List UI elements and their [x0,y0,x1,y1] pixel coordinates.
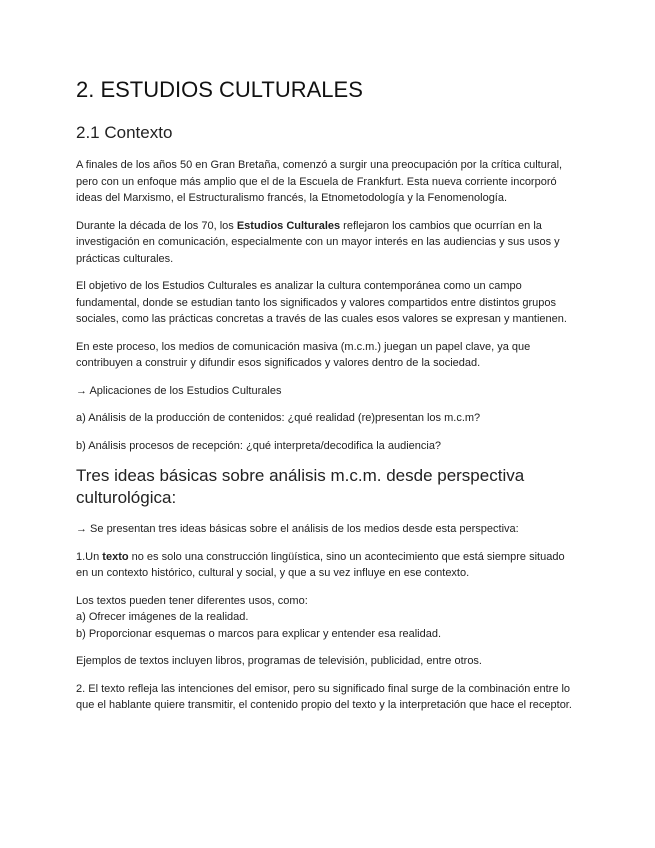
idea-1 [76,549,579,582]
application-b: b) Análisis procesos de recepción: ¿qué interpreta/decodifica la audiencia? [76,439,442,452]
paragraph-seventies-before: Durante la década de los 70, los [76,219,237,232]
paragraph-media-role: En este proceso, los medios de comunicación masiva (m.c.m.) juegan un papel clave, ya que contribuyen a construir y difundir esos significados y valores dentro de la sociedad. [76,340,531,369]
idea-1-bold: texto [102,550,129,563]
idea-2: 2. El texto refleja las intenciones del emisor, pero su significado final surge de la combinación entre lo que el hablante quiere transmitir, el contenido propio del texto y la interpretación que hace el receptor. [76,682,572,711]
applications-title: → Aplicaciones de los Estudios Culturales [76,384,282,397]
idea-1-after: no es solo una construcción lingüística, sino un acontecimiento que está siempre situado en un contexto histórico, cultural y social, y que a su vez influye en ese contexto. [76,550,565,579]
paragraph-seventies-bold: Estudios Culturales [236,219,341,232]
paragraph-origins: A finales de los años 50 en Gran Bretaña, comenzó a surgir una preocupación por la crítica cultural, pero con un enfoque más amplio que el de la Escuela de Frankfurt. Esta nueva corriente incorporó ideas del Marxismo, el Estructuralismo francés, la Etnometodología y la Fenomenología. [76,159,563,204]
application-a: a) Análisis de la producción de contenidos: ¿qué realidad (re)presentan los m.c.m? [76,412,481,424]
ideas-intro: → Se presentan tres ideas básicas sobre el análisis de los medios desde esta perspectiva: [76,523,519,535]
text-use-a: a) Ofrecer imágenes de la realidad. [76,611,249,623]
context-heading: 2.1 Contexto [76,123,173,142]
paragraph-objective: El objetivo de los Estudios Culturales es analizar la cultura contemporánea como un campo fundamental, donde se estudian tanto los significados y valores compartidos entre distintos grupos sociales, como las prácticas concretas a través de las cuales esos valores se expresan y mantienen. [76,280,567,325]
text-examples: Ejemplos de textos incluyen libros, programas de televisión, publicidad, entre otros. [76,655,482,667]
text-use-b: b) Proporcionar esquemas o marcos para explicar y entender esa realidad. [76,627,442,640]
paragraph-seventies [76,218,579,268]
main-heading: 2. ESTUDIOS CULTURALES [76,77,363,102]
text-uses [76,593,579,643]
three-ideas-heading: Tres ideas básicas sobre análisis m.c.m. desde perspectiva culturológica: [76,466,525,507]
text-uses-intro: Los textos pueden tener diferentes usos, como: [76,594,308,607]
paragraph-seventies-after: reflejaron los cambios que ocurrían en la investigación en comunicación, especialmente con un mayor interés en las audiencias y sus usos y prácticas culturales. [76,219,560,265]
idea-1-before: 1.Un [76,550,103,563]
